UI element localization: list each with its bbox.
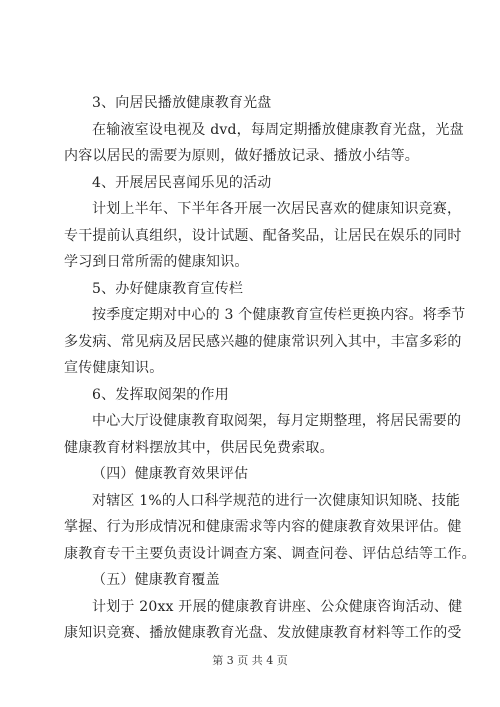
- paragraph-line: 专干提前认真组织，设计试题、配备奖品，让居民在娱乐的同时: [64, 227, 462, 244]
- page-number-footer: 第 3 页 共 4 页: [212, 654, 288, 667]
- paragraph-line: 计划上半年、下半年各开展一次居民喜欢的健康知识竞赛，: [92, 201, 462, 217]
- paragraph-line: 健康教育材料摆放其中，供居民免费索取。: [64, 439, 334, 456]
- paragraph-line: 学习到日常所需的健康知识。: [64, 254, 249, 270]
- paragraph-line: 在输液室设电视及 dvd，每周定期播放健康教育光盘，光盘: [92, 121, 464, 138]
- section-heading: （四）健康教育效果评估: [92, 466, 249, 482]
- paragraph-line: 对辖区 1%的人口科学规范的进行一次健康知识知晓、技能: [92, 492, 461, 509]
- paragraph-line: 中心大厅设健康教育取阅架，每月定期整理，将居民需要的: [92, 413, 462, 429]
- paragraph-line: 按季度定期对中心的 3 个健康教育宣传栏更换内容。将季节: [92, 307, 466, 323]
- paragraph-line: 内容以居民的需要为原则，做好播放记录、播放小结等。: [64, 148, 419, 164]
- paragraph-line: 计划于 20xx 开展的健康教育讲座、公众健康咨询活动、健: [92, 598, 463, 615]
- section-heading: 4、开展居民喜闻乐见的活动: [92, 174, 272, 191]
- section-heading: 5、办好健康教育宣传栏: [92, 280, 244, 297]
- paragraph-line: 康教育专干主要负责设计调查方案、调查问卷、评估总结等工作。: [64, 545, 476, 562]
- section-heading: 6、发挥取阅架的作用: [92, 386, 229, 403]
- section-heading: 3、向居民播放健康教育光盘: [92, 95, 272, 111]
- paragraph-line: 康知识竞赛、播放健康教育光盘、发放健康教育材料等工作的受: [64, 625, 462, 641]
- paragraph-line: 多发病、常见病及居民感兴趣的健康常识列入其中，丰富多彩的: [64, 333, 462, 350]
- section-heading: （五）健康教育覆盖: [92, 572, 220, 588]
- paragraph-line: 宣传健康知识。: [64, 360, 164, 376]
- document-body: [64, 90, 476, 647]
- paragraph-line: 掌握、行为形成情况和健康需求等内容的健康教育效果评估。健: [64, 519, 462, 535]
